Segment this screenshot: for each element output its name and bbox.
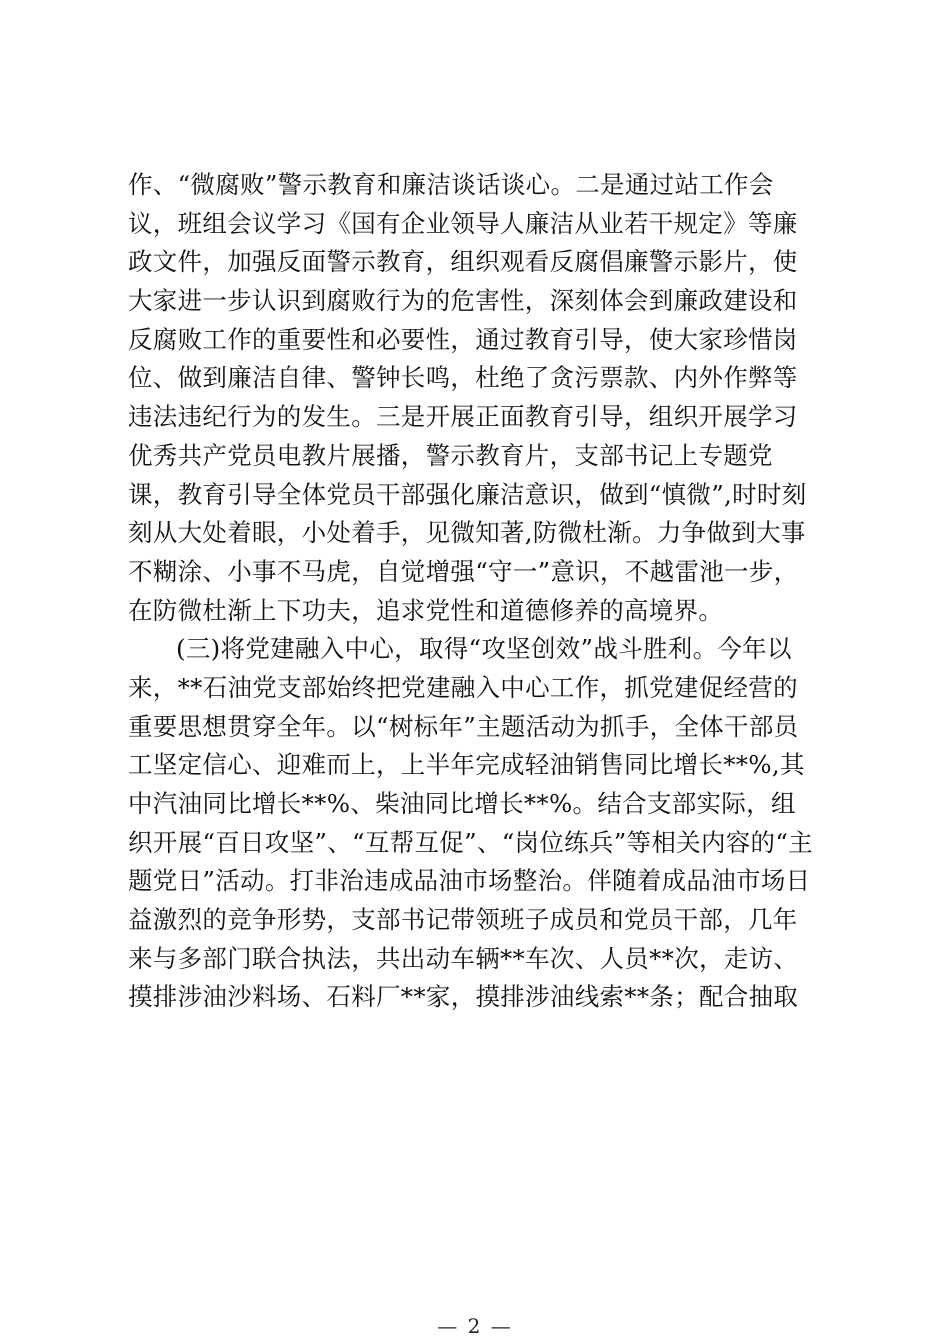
- text-line: 违法违纪行为的发生。三是开展正面教育引导，组织开展学习: [128, 402, 798, 432]
- page-number: — 2 —: [437, 1314, 513, 1338]
- text-line: 不糊涂、小事不马虎，自觉增强“守一”意识，不越雷池一步，: [128, 556, 799, 586]
- text-line: 重要思想贯穿全年。以“树标年”主题活动为抓手，全体干部员: [128, 711, 799, 741]
- section-heading-line: (三)将党建融入中心，取得“攻坚创效”战斗胜利。今年以: [176, 634, 792, 664]
- text-line: 政文件，加强反面警示教育，组织观看反腐倡廉警示影片，使: [128, 247, 798, 277]
- text-line: 工坚定信心、迎难而上，上半年完成轻油销售同比增长**%,其: [128, 750, 805, 780]
- text-line: 中汽油同比增长**%、柴油同比增长**%。结合支部实际，组: [128, 789, 796, 818]
- text-line: 议，班组会议学习《国有企业领导人廉洁从业若干规定》等廉: [128, 208, 798, 238]
- text-line: 题党日”活动。打非治违成品油市场整治。伴随着成品油市场日: [128, 866, 811, 896]
- text-line: 来，**石油党支部始终把党建融入中心工作，抓党建促经营的: [128, 672, 798, 702]
- text-line: 反腐败工作的重要性和必要性，通过教育引导，使大家珍惜岗: [128, 324, 798, 354]
- text-line: 摸排涉油沙料场、石料厂**家，摸排涉油线索**条；配合抽取: [128, 982, 799, 1012]
- text-line: 位、做到廉洁自律、警钟长鸣，杜绝了贪污票款、内外作弊等: [128, 363, 798, 393]
- text-line: 织开展“百日攻坚”、“互帮互促”、“岗位练兵”等相关内容的“主: [128, 827, 813, 857]
- text-line: 来与多部门联合执法，共出动车辆**车次、人员**次，走访、: [128, 943, 799, 973]
- text-line: 益激烈的竞争形势，支部书记带领班子成员和党员干部，几年: [128, 905, 798, 935]
- text-line: 课，教育引导全体党员干部强化廉洁意识，做到“慎微”,时时刻: [128, 479, 807, 509]
- text-line: 作、“微腐败”警示教育和廉洁谈话谈心。二是通过站工作会: [128, 170, 774, 199]
- body-text: [128, 166, 848, 1017]
- text-line: 优秀共产党员电教片展播，警示教育片，支部书记上专题党: [128, 440, 773, 470]
- text-line: 大家进一步认识到腐败行为的危害性，深刻体会到廉政建设和: [128, 286, 798, 316]
- text-line: 刻从大处着眼，小处着手，见微知著,防微杜渐。力争做到大事: [128, 518, 806, 548]
- text-line: 在防微杜渐上下功夫，追求党性和道德修养的高境界。: [128, 595, 724, 625]
